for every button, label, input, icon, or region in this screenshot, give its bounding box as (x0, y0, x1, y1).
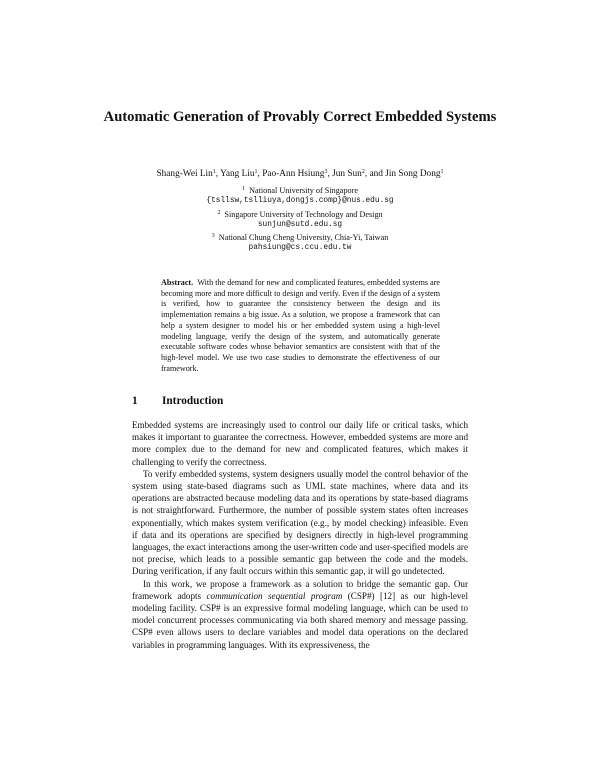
author-affil-mark: 1 (212, 169, 216, 175)
author-separator: , (257, 169, 263, 179)
author-affil-mark: 3 (324, 169, 328, 175)
section-heading (132, 395, 223, 407)
affil-name: Singapore University of Technology and Design (224, 210, 383, 219)
abstract (161, 278, 440, 374)
section-title: Introduction (162, 395, 224, 407)
paragraph-text: In this work, we propose a framework as a solution to bridge the semantic gap. Our framework adopts (132, 578, 468, 601)
section-number: 1 (132, 395, 138, 407)
author-name: Jun Sun (332, 169, 362, 179)
author-affil-mark: 1 (254, 169, 258, 175)
author-affil-mark: 2 (361, 169, 365, 175)
intro-body (132, 419, 468, 651)
paragraph-text: (CSP#) [12] as our high-level modeling facility. CSP# is an expressive formal modeling language, which can be used to model concurrent processes communicating via both shared memory and message passing. CSP# even allows users to declare variables and model data operations on the declared variables in programming languages. With its expressiveness, the (132, 590, 468, 650)
affiliation-2-name (100, 208, 500, 220)
intro-paragraph-2: To verify embedded systems, system designers usually model the control behavior of the system using state-based diagrams such as UML state machines, where data and its operations are abstracted because modeling data and its operations by state-based diagrams is not straightforward. Furthermore, the number of possible system states often increases exponentially, which makes system verification (e.g., by model checking) infeasible. Even if data and its operations are specified by designers directly in high-level programming languages, the exact interactions among the user-written code and user-specified models are not precise, which leads to a possible semantic gap between the code and the models. During verification, if any fault occurs within this semantic gap, it will go undetected. (132, 468, 468, 577)
author-list (90, 166, 510, 180)
intro-paragraph-1: Embedded systems are increasingly used to control our daily life or critical tasks, which makes it important to guarantee the correctness. However, embedded systems are more and more complex due to the demand for new and complicated features, which makes it challenging to verify the correctness. (132, 420, 468, 467)
author-name: Shang-Wei Lin (156, 169, 213, 179)
affiliation-1-email: {tsllsw,tslliuya,dongjs.comp}@nus.edu.sg (206, 197, 394, 205)
author-name: Jin Song Dong (385, 169, 441, 179)
abstract-text: With the demand for new and complicated features, embedded systems are becoming more and more difficult to design and verify. Even if the design of a system is verified, how to guarantee the consistency between the design and its implementation remains a big issue. As a solution, we propose a framework that can help a system designer to model his or her embedded system using a high-level modeling language, verify the design of the system, and automatically generate executable software codes whose behavior semantics are consistent with that of the high-level model. We use two case studies to demonstrate the effectiveness of our framework. (161, 278, 440, 373)
affiliation-3-email: pahsiung@cs.ccu.edu.tw (248, 244, 352, 252)
affil-mark: 3 (211, 233, 215, 239)
affiliation-1-name (100, 184, 500, 196)
author-name: Pao-Ann Hsiung (262, 169, 325, 179)
affil-mark: 1 (241, 186, 245, 192)
affiliation-3-name (100, 231, 500, 243)
affil-name: National University of Singapore (249, 186, 358, 195)
affil-mark: 2 (217, 210, 221, 216)
intro-paragraph-3 (132, 578, 468, 651)
emphasized-term: communication sequential program (206, 590, 343, 601)
author-separator: , (215, 169, 221, 179)
affil-name: National Chung Cheng University, Chia-Yi, Taiwan (218, 233, 389, 242)
affiliation-2-email: sunjun@sutd.edu.sg (257, 221, 343, 229)
author-affil-mark: 1 (440, 169, 444, 175)
abstract-label: Abstract. (161, 278, 194, 287)
author-separator: , (327, 169, 333, 179)
paper-title: Automatic Generation of Provably Correct Embedded Systems (103, 109, 497, 125)
author-separator: , and (364, 169, 386, 179)
author-name: Yang Liu (220, 169, 255, 179)
